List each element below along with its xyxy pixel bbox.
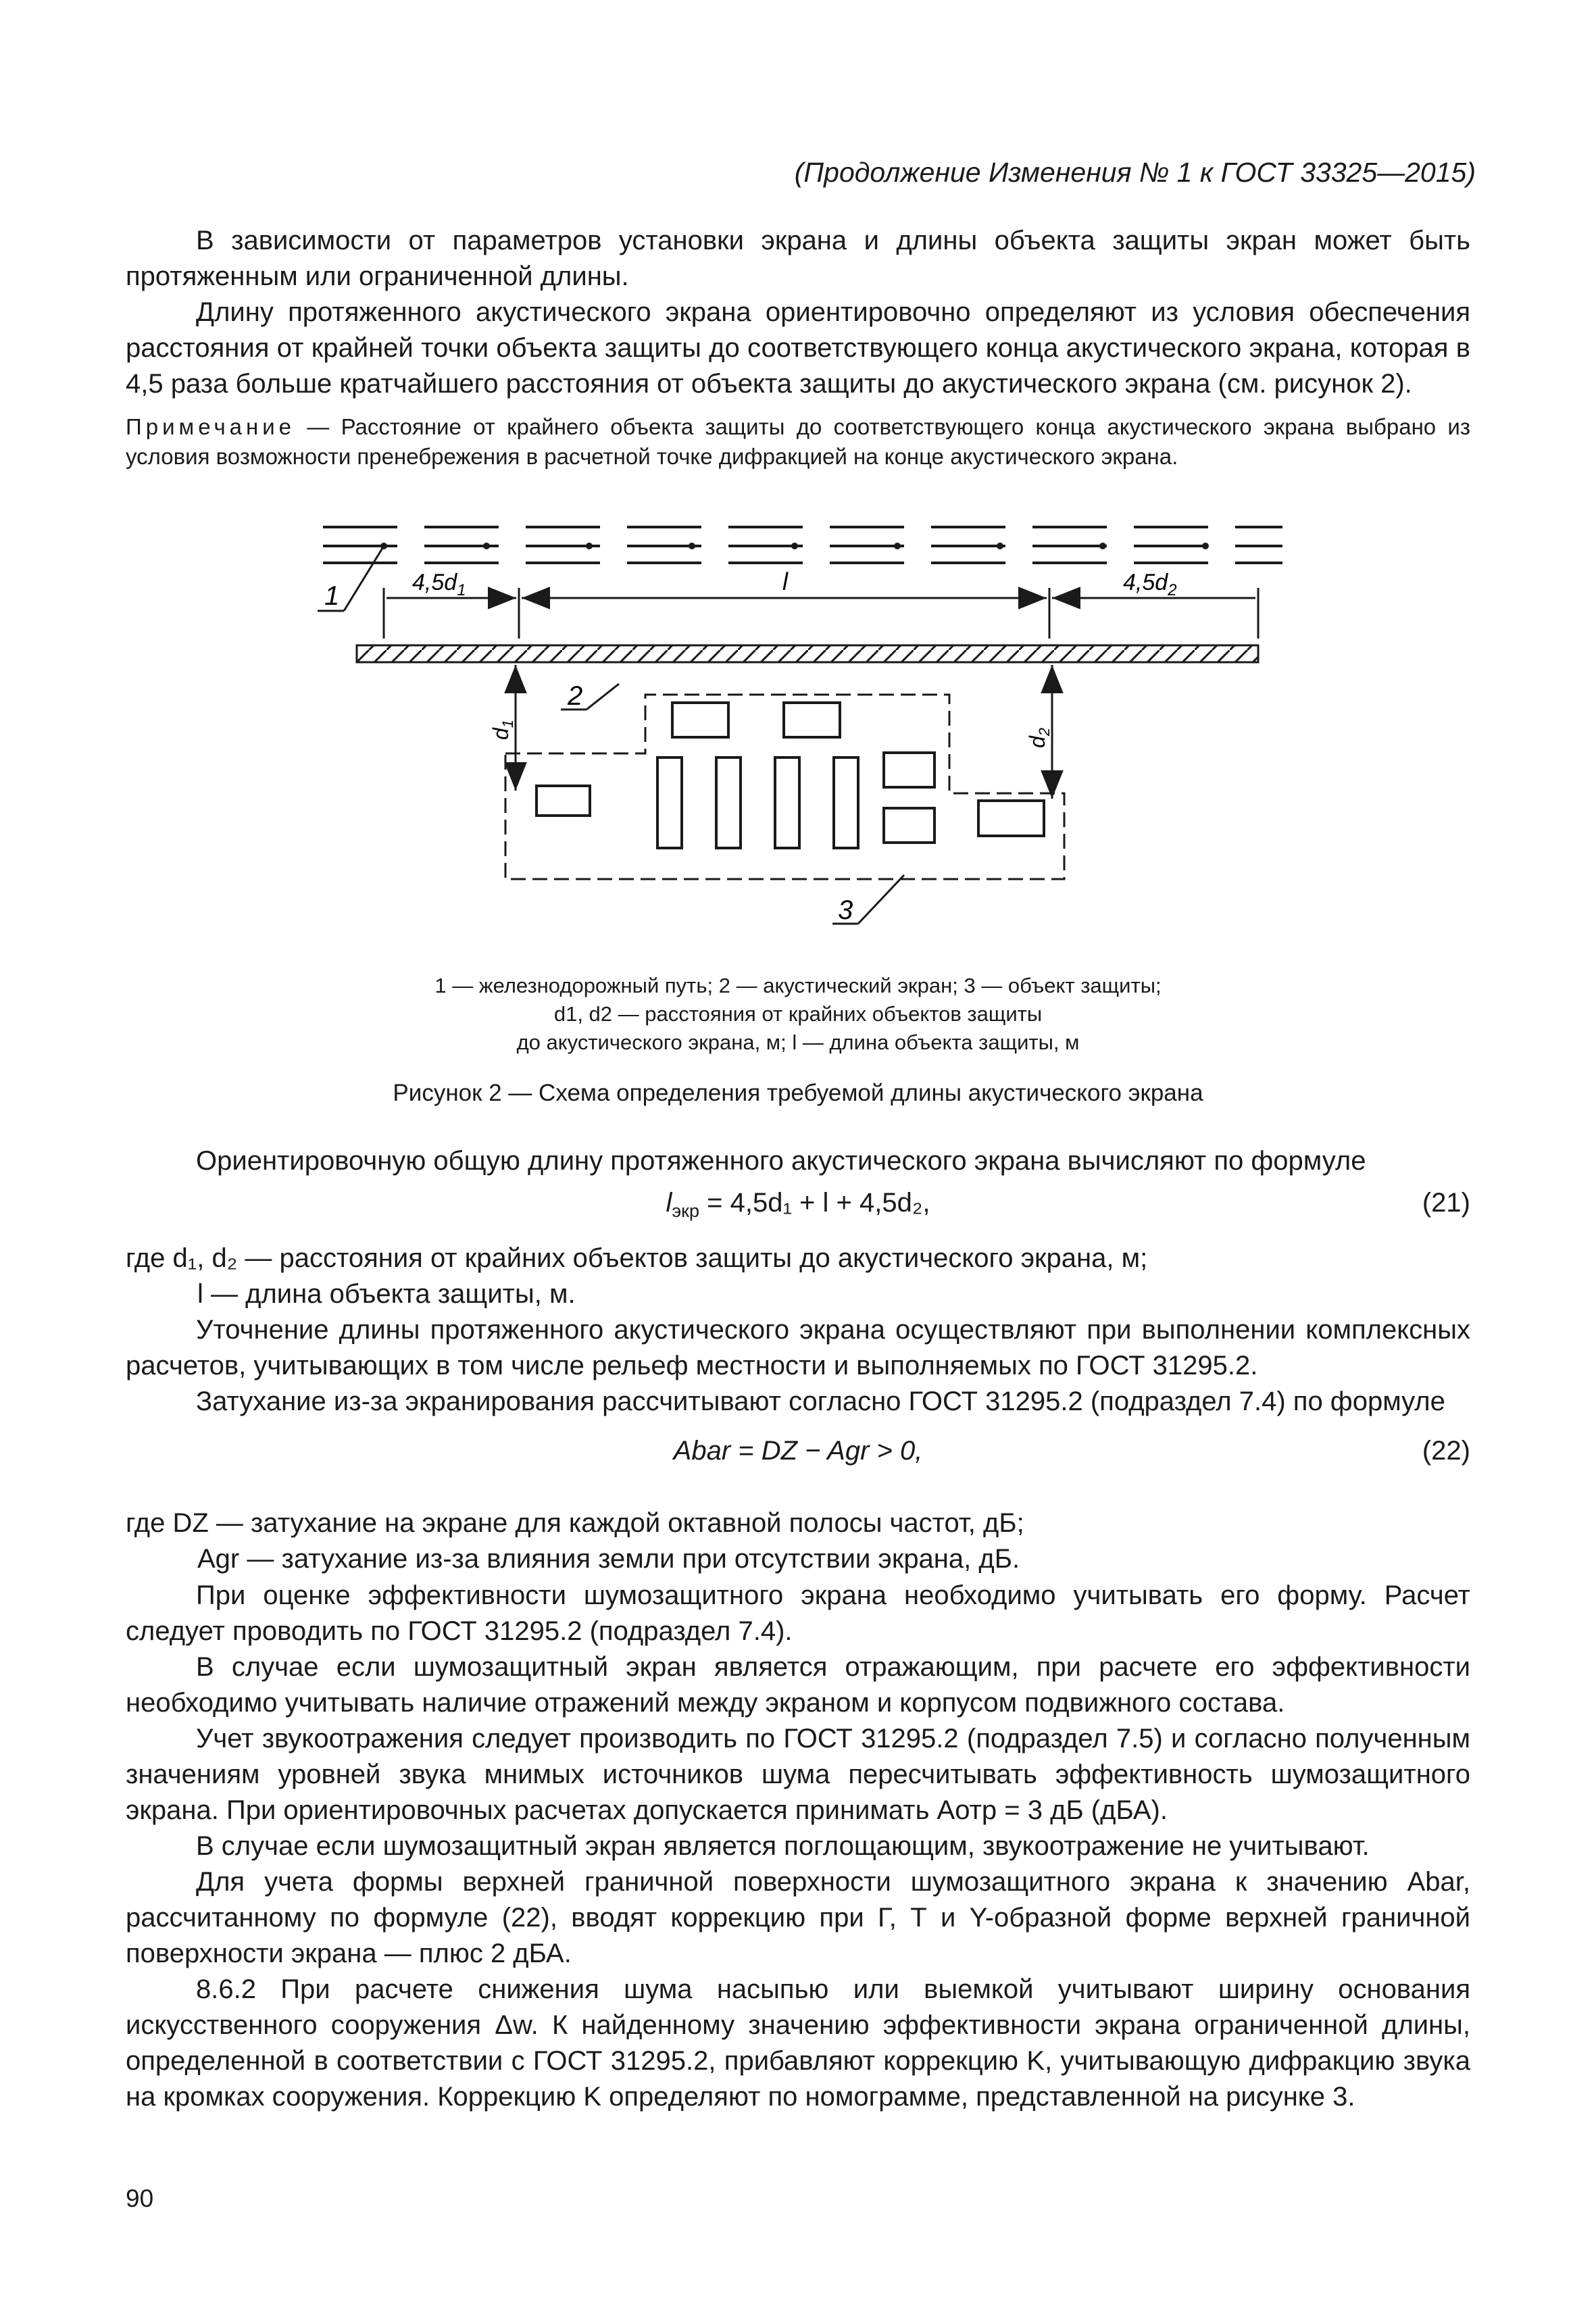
label-2: 2 — [568, 681, 583, 711]
legend-line-1: 1 — железнодорожный путь; 2 — акустический экран; 3 — объект защиты; — [434, 974, 1162, 997]
paragraph-1: В зависимости от параметров установки экрана и длины объекта защиты экран может быть протяженным или ограниченной длины. — [126, 226, 1470, 291]
buildings — [537, 703, 1044, 848]
where-21-row-1: где d₁, d₂ — расстояния от крайних объектов защиты до акустического экрана, м; — [126, 1243, 1148, 1273]
note — [126, 412, 1470, 472]
formula-21-expression: $l_{экр} = 4,5d_1 + l + 4,5d_2$, — [666, 1188, 930, 1221]
legend-line-2: d1, d2 — расстояния от крайних объектов защиты — [553, 1002, 1043, 1026]
dim-length-label: l — [782, 568, 788, 595]
label-1: 1 — [324, 581, 340, 611]
dim-right-label: $4,5d_2$ — [1123, 570, 1177, 599]
paragraph-10: Для учета формы верхней граничной поверхности шумозащитного экрана к значению Abar, рассчитанному по формуле (22), вводят коррекцию при Г, Т и Y-образной форме верхней граничной поверхности экрана — плюс 2 дБА. — [126, 1867, 1470, 1968]
acoustic-screen — [357, 645, 1258, 662]
formula-21 — [126, 1188, 1470, 1226]
formula-21-legend — [126, 1241, 1470, 1312]
formula-22 — [126, 1436, 1470, 1474]
intro-block — [126, 223, 1470, 472]
dim-left-label: $4,5d_1$ — [412, 570, 466, 599]
label-3: 3 — [838, 895, 853, 925]
formula-22-expression: Abar = DZ − Agr > 0, — [673, 1436, 923, 1466]
paragraph-9: В случае если шумозащитный экран является поглощающим, звукоотражение не учитывают. — [196, 1831, 1370, 1861]
figure-title: Рисунок 2 — Схема определения требуемой длины акустического экрана — [393, 1080, 1203, 1106]
formula-21-number: (21) — [1422, 1188, 1470, 1218]
figure-2-diagram — [297, 503, 1324, 949]
paragraph-4: Уточнение длины протяженного акустического экрана осуществляют при выполнении комплексных расчетов, учитывающих в том числе рельеф местности и выполняемых по ГОСТ 31295.2. — [126, 1315, 1470, 1380]
d1-label: $d_1$ — [489, 719, 516, 741]
page-header: (Продолжение Изменения № 1 к ГОСТ 33325—2015) — [794, 157, 1476, 188]
paragraph-11: 8.6.2 При расчете снижения шума насыпью или выемкой учитывают ширину основания искусственного сооружения Δw. К найденному значению эффективности экрана ограниченной длины, определенной в соответствии с ГОСТ 31295.2, прибавляют коррекцию K, учитывающую дифракцию звука на кромках сооружения. Коррекцию K определяют по номограмме, представленной на рисунке 3. — [126, 1974, 1470, 2112]
formula-22-number: (22) — [1422, 1436, 1470, 1466]
d2-label: $d_2$ — [1025, 727, 1053, 749]
page-number: 90 — [126, 2185, 154, 2212]
formula-22-legend — [126, 1505, 1470, 1577]
formula-intro — [126, 1143, 1470, 1179]
dimension-line — [384, 588, 1258, 639]
note-text: — Расстояние от крайнего объекта защиты до соответствующего конца акустического экрана выбрано из условия возможности пренебрежения в расчетной точке дифракцией на конце акустического экрана. — [126, 414, 1470, 469]
figure-legend — [126, 972, 1470, 1057]
legend-line-3: до акустического экрана, м; l — длина объекта защиты, м — [516, 1030, 1080, 1054]
railway-track — [323, 527, 1282, 563]
paragraph-5: Затухание из-за экранирования рассчитывают согласно ГОСТ 31295.2 (подраздел 7.4) по формуле — [196, 1387, 1445, 1416]
where-22-row-1: где DZ — затухание на экране для каждой октавной полосы частот, дБ; — [126, 1508, 1024, 1538]
where-21-row-2: l — длина объекта защиты, м. — [197, 1279, 576, 1309]
note-label: Примечание — [126, 414, 296, 439]
middle-block — [126, 1312, 1470, 1420]
paragraph-3: Ориентировочную общую длину протяженного акустического экрана вычисляют по формуле — [196, 1146, 1366, 1176]
paragraph-7: В случае если шумозащитный экран является отражающим, при расчете его эффективности необходимо учитывать наличие отражений между экраном и корпусом подвижного состава. — [126, 1652, 1470, 1718]
paragraph-2: Длину протяженного акустического экрана ориентировочно определяют из условия обеспечения расстояния от крайней точки объекта защиты до соответствующего конца акустического экрана, которая в 4,5 раза больше кратчайшего расстояния от объекта защиты до акустического экрана (см. рисунок 2). — [126, 297, 1470, 399]
paragraph-8: Учет звукоотражения следует производить по ГОСТ 31295.2 (подраздел 7.5) и согласно полученным значениям уровней звука мнимых источников шума пересчитывать эффективность шумозащитного экрана. При ориентировочных расчетах допускается принимать Aотр = 3 дБ (дБА). — [126, 1724, 1470, 1825]
paragraph-6: При оценке эффективности шумозащитного экрана необходимо учитывать его форму. Расчет следует проводить по ГОСТ 31295.2 (подраздел 7.4). — [126, 1580, 1470, 1646]
final-block — [126, 1578, 1470, 2115]
where-22-row-2: Agr — затухание из-за влияния земли при отсутствии экрана, дБ. — [197, 1544, 1020, 1574]
